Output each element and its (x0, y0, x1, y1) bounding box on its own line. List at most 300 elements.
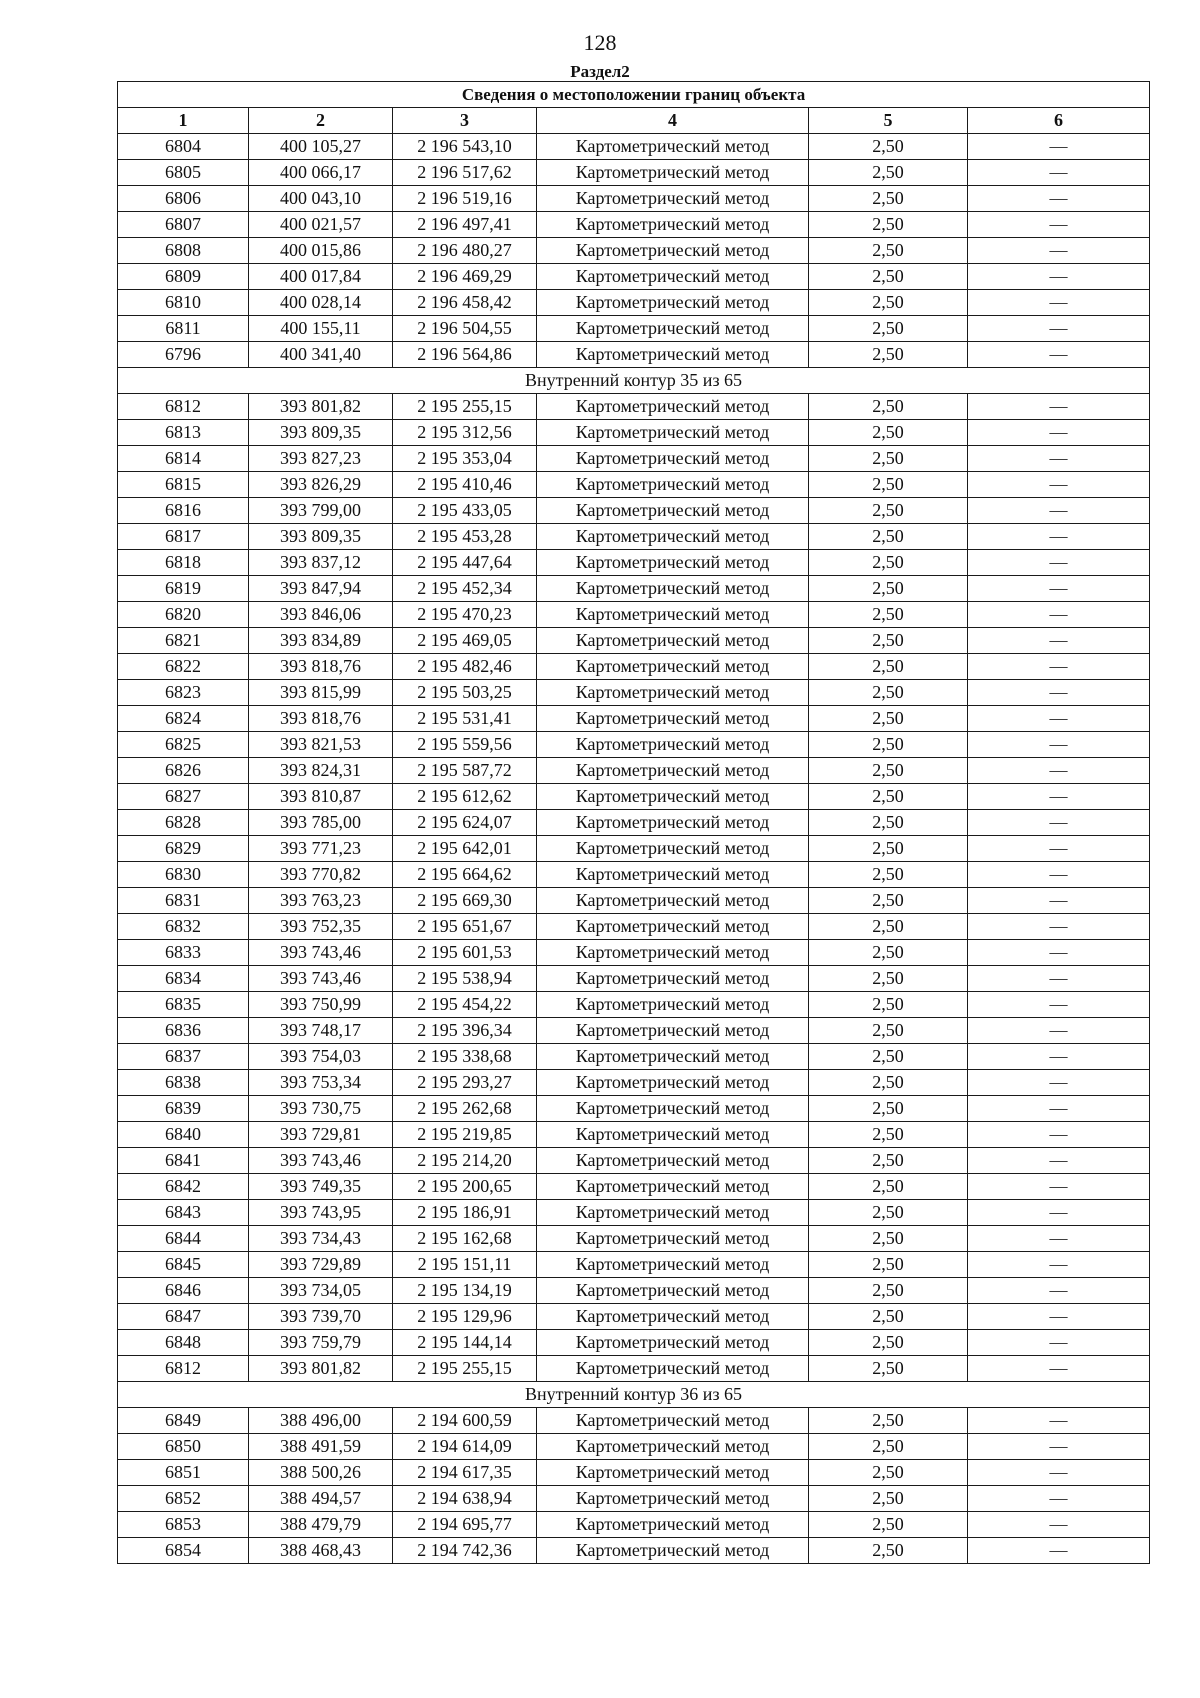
method-cell: Картометрический метод (537, 1512, 809, 1538)
description-cell: — (968, 810, 1150, 836)
y-coordinate-cell: 2 196 564,86 (393, 342, 537, 368)
description-cell: — (968, 1148, 1150, 1174)
x-coordinate-cell: 393 801,82 (249, 1356, 393, 1382)
table-row (118, 524, 1150, 550)
x-coordinate-cell: 393 771,23 (249, 836, 393, 862)
accuracy-cell: 2,50 (809, 1200, 968, 1226)
accuracy-cell: 2,50 (809, 1356, 968, 1382)
accuracy-cell: 2,50 (809, 1460, 968, 1486)
description-cell: — (968, 238, 1150, 264)
description-cell: — (968, 1512, 1150, 1538)
description-cell: — (968, 290, 1150, 316)
y-coordinate-cell: 2 195 353,04 (393, 446, 537, 472)
point-number-cell: 6810 (118, 290, 249, 316)
point-number-cell: 6851 (118, 1460, 249, 1486)
accuracy-cell: 2,50 (809, 1174, 968, 1200)
description-cell: — (968, 524, 1150, 550)
description-cell: — (968, 602, 1150, 628)
x-coordinate-cell: 393 770,82 (249, 862, 393, 888)
x-coordinate-cell: 393 834,89 (249, 628, 393, 654)
table-row (118, 290, 1150, 316)
method-cell: Картометрический метод (537, 1538, 809, 1564)
description-cell: — (968, 680, 1150, 706)
method-cell: Картометрический метод (537, 1122, 809, 1148)
method-cell: Картометрический метод (537, 888, 809, 914)
table-row (118, 914, 1150, 940)
x-coordinate-cell: 400 155,11 (249, 316, 393, 342)
description-cell: — (968, 836, 1150, 862)
description-cell: — (968, 1408, 1150, 1434)
accuracy-cell: 2,50 (809, 420, 968, 446)
accuracy-cell: 2,50 (809, 316, 968, 342)
table-row (118, 836, 1150, 862)
method-cell: Картометрический метод (537, 836, 809, 862)
accuracy-cell: 2,50 (809, 940, 968, 966)
description-cell: — (968, 1486, 1150, 1512)
method-cell: Картометрический метод (537, 238, 809, 264)
accuracy-cell: 2,50 (809, 784, 968, 810)
y-coordinate-cell: 2 195 664,62 (393, 862, 537, 888)
table-row (118, 1226, 1150, 1252)
y-coordinate-cell: 2 195 503,25 (393, 680, 537, 706)
accuracy-cell: 2,50 (809, 264, 968, 290)
table-row (118, 134, 1150, 160)
method-cell: Картометрический метод (537, 472, 809, 498)
point-number-cell: 6827 (118, 784, 249, 810)
y-coordinate-cell: 2 194 617,35 (393, 1460, 537, 1486)
y-coordinate-cell: 2 195 601,53 (393, 940, 537, 966)
y-coordinate-cell: 2 195 469,05 (393, 628, 537, 654)
point-number-cell: 6820 (118, 602, 249, 628)
description-cell: — (968, 1044, 1150, 1070)
method-cell: Картометрический метод (537, 524, 809, 550)
table-row (118, 420, 1150, 446)
y-coordinate-cell: 2 195 219,85 (393, 1122, 537, 1148)
x-coordinate-cell: 388 496,00 (249, 1408, 393, 1434)
accuracy-cell: 2,50 (809, 186, 968, 212)
accuracy-cell: 2,50 (809, 1408, 968, 1434)
x-coordinate-cell: 393 809,35 (249, 524, 393, 550)
y-coordinate-cell: 2 195 134,19 (393, 1278, 537, 1304)
point-number-cell: 6844 (118, 1226, 249, 1252)
point-number-cell: 6830 (118, 862, 249, 888)
description-cell: — (968, 1278, 1150, 1304)
point-number-cell: 6815 (118, 472, 249, 498)
description-cell: — (968, 316, 1150, 342)
description-cell: — (968, 966, 1150, 992)
x-coordinate-cell: 393 837,12 (249, 550, 393, 576)
description-cell: — (968, 1460, 1150, 1486)
description-cell: — (968, 394, 1150, 420)
table-row (118, 1304, 1150, 1330)
point-number-cell: 6822 (118, 654, 249, 680)
table-row (118, 862, 1150, 888)
x-coordinate-cell: 393 730,75 (249, 1096, 393, 1122)
point-number-cell: 6839 (118, 1096, 249, 1122)
accuracy-cell: 2,50 (809, 1434, 968, 1460)
point-number-cell: 6808 (118, 238, 249, 264)
accuracy-cell: 2,50 (809, 342, 968, 368)
description-cell: — (968, 1226, 1150, 1252)
x-coordinate-cell: 393 734,43 (249, 1226, 393, 1252)
description-cell: — (968, 1070, 1150, 1096)
point-number-cell: 6817 (118, 524, 249, 550)
table-row (118, 1018, 1150, 1044)
y-coordinate-cell: 2 195 651,67 (393, 914, 537, 940)
method-cell: Картометрический метод (537, 602, 809, 628)
point-number-cell: 6849 (118, 1408, 249, 1434)
method-cell: Картометрический метод (537, 394, 809, 420)
y-coordinate-cell: 2 195 214,20 (393, 1148, 537, 1174)
table-row (118, 446, 1150, 472)
x-coordinate-cell: 393 753,34 (249, 1070, 393, 1096)
method-cell: Картометрический метод (537, 264, 809, 290)
description-cell: — (968, 264, 1150, 290)
accuracy-cell: 2,50 (809, 1252, 968, 1278)
accuracy-cell: 2,50 (809, 914, 968, 940)
y-coordinate-cell: 2 195 312,56 (393, 420, 537, 446)
point-number-cell: 6852 (118, 1486, 249, 1512)
method-cell: Картометрический метод (537, 628, 809, 654)
column-header: 2 (249, 108, 393, 134)
description-cell: — (968, 186, 1150, 212)
description-cell: — (968, 134, 1150, 160)
point-number-cell: 6826 (118, 758, 249, 784)
x-coordinate-cell: 388 468,43 (249, 1538, 393, 1564)
point-number-cell: 6806 (118, 186, 249, 212)
y-coordinate-cell: 2 195 531,41 (393, 706, 537, 732)
y-coordinate-cell: 2 195 538,94 (393, 966, 537, 992)
x-coordinate-cell: 393 818,76 (249, 654, 393, 680)
x-coordinate-cell: 400 066,17 (249, 160, 393, 186)
method-cell: Картометрический метод (537, 732, 809, 758)
x-coordinate-cell: 393 729,81 (249, 1122, 393, 1148)
accuracy-cell: 2,50 (809, 238, 968, 264)
y-coordinate-cell: 2 195 612,62 (393, 784, 537, 810)
description-cell: — (968, 1434, 1150, 1460)
x-coordinate-cell: 393 826,29 (249, 472, 393, 498)
page-number: 128 (583, 30, 617, 55)
point-number-cell: 6824 (118, 706, 249, 732)
method-cell: Картометрический метод (537, 1070, 809, 1096)
description-cell: — (968, 940, 1150, 966)
point-number-cell: 6812 (118, 394, 249, 420)
contour-section-row (118, 368, 1150, 394)
description-cell: — (968, 1538, 1150, 1564)
y-coordinate-cell: 2 195 396,34 (393, 1018, 537, 1044)
accuracy-cell: 2,50 (809, 758, 968, 784)
table-row (118, 784, 1150, 810)
table-row (118, 680, 1150, 706)
table-row (118, 758, 1150, 784)
accuracy-cell: 2,50 (809, 1148, 968, 1174)
x-coordinate-cell: 393 763,23 (249, 888, 393, 914)
y-coordinate-cell: 2 194 600,59 (393, 1408, 537, 1434)
accuracy-cell: 2,50 (809, 602, 968, 628)
method-cell: Картометрический метод (537, 914, 809, 940)
accuracy-cell: 2,50 (809, 966, 968, 992)
x-coordinate-cell: 393 743,46 (249, 1148, 393, 1174)
x-coordinate-cell: 393 734,05 (249, 1278, 393, 1304)
method-cell: Картометрический метод (537, 1044, 809, 1070)
description-cell: — (968, 732, 1150, 758)
method-cell: Картометрический метод (537, 758, 809, 784)
method-cell: Картометрический метод (537, 1278, 809, 1304)
description-cell: — (968, 420, 1150, 446)
method-cell: Картометрический метод (537, 576, 809, 602)
description-cell: — (968, 1096, 1150, 1122)
table-row (118, 732, 1150, 758)
accuracy-cell: 2,50 (809, 1122, 968, 1148)
table-row (118, 212, 1150, 238)
section-title: Раздел2 (570, 62, 630, 81)
accuracy-cell: 2,50 (809, 836, 968, 862)
description-cell: — (968, 160, 1150, 186)
point-number-cell: 6853 (118, 1512, 249, 1538)
table-row (118, 186, 1150, 212)
y-coordinate-cell: 2 194 638,94 (393, 1486, 537, 1512)
point-number-cell: 6854 (118, 1538, 249, 1564)
point-number-cell: 6843 (118, 1200, 249, 1226)
point-number-cell: 6831 (118, 888, 249, 914)
y-coordinate-cell: 2 195 262,68 (393, 1096, 537, 1122)
method-cell: Картометрический метод (537, 316, 809, 342)
method-cell: Картометрический метод (537, 1356, 809, 1382)
table-row (118, 1148, 1150, 1174)
x-coordinate-cell: 393 743,46 (249, 940, 393, 966)
method-cell: Картометрический метод (537, 212, 809, 238)
point-number-cell: 6835 (118, 992, 249, 1018)
point-number-cell: 6836 (118, 1018, 249, 1044)
accuracy-cell: 2,50 (809, 732, 968, 758)
accuracy-cell: 2,50 (809, 1486, 968, 1512)
x-coordinate-cell: 400 341,40 (249, 342, 393, 368)
description-cell: — (968, 1252, 1150, 1278)
y-coordinate-cell: 2 195 624,07 (393, 810, 537, 836)
table-row (118, 160, 1150, 186)
y-coordinate-cell: 2 195 186,91 (393, 1200, 537, 1226)
method-cell: Картометрический метод (537, 1330, 809, 1356)
method-cell: Картометрический метод (537, 1252, 809, 1278)
x-coordinate-cell: 400 028,14 (249, 290, 393, 316)
x-coordinate-cell: 393 748,17 (249, 1018, 393, 1044)
x-coordinate-cell: 393 818,76 (249, 706, 393, 732)
accuracy-cell: 2,50 (809, 524, 968, 550)
y-coordinate-cell: 2 194 614,09 (393, 1434, 537, 1460)
point-number-cell: 6811 (118, 316, 249, 342)
description-cell: — (968, 212, 1150, 238)
table-row (118, 1044, 1150, 1070)
x-coordinate-cell: 393 752,35 (249, 914, 393, 940)
y-coordinate-cell: 2 195 453,28 (393, 524, 537, 550)
x-coordinate-cell: 393 846,06 (249, 602, 393, 628)
table-caption-row (118, 82, 1150, 108)
point-number-cell: 6829 (118, 836, 249, 862)
table-row (118, 1174, 1150, 1200)
table-row (118, 654, 1150, 680)
description-cell: — (968, 1200, 1150, 1226)
table-row (118, 316, 1150, 342)
x-coordinate-cell: 400 105,27 (249, 134, 393, 160)
contour-section-row (118, 1382, 1150, 1408)
description-cell: — (968, 1304, 1150, 1330)
x-coordinate-cell: 393 827,23 (249, 446, 393, 472)
y-coordinate-cell: 2 195 151,11 (393, 1252, 537, 1278)
point-number-cell: 6821 (118, 628, 249, 654)
method-cell: Картометрический метод (537, 1408, 809, 1434)
method-cell: Картометрический метод (537, 680, 809, 706)
point-number-cell: 6841 (118, 1148, 249, 1174)
y-coordinate-cell: 2 195 482,46 (393, 654, 537, 680)
column-header: 3 (393, 108, 537, 134)
description-cell: — (968, 654, 1150, 680)
method-cell: Картометрический метод (537, 1486, 809, 1512)
accuracy-cell: 2,50 (809, 1304, 968, 1330)
accuracy-cell: 2,50 (809, 134, 968, 160)
accuracy-cell: 2,50 (809, 576, 968, 602)
description-cell: — (968, 914, 1150, 940)
x-coordinate-cell: 400 043,10 (249, 186, 393, 212)
y-coordinate-cell: 2 196 543,10 (393, 134, 537, 160)
method-cell: Картометрический метод (537, 1096, 809, 1122)
y-coordinate-cell: 2 196 497,41 (393, 212, 537, 238)
description-cell: — (968, 784, 1150, 810)
x-coordinate-cell: 388 500,26 (249, 1460, 393, 1486)
method-cell: Картометрический метод (537, 290, 809, 316)
y-coordinate-cell: 2 195 144,14 (393, 1330, 537, 1356)
x-coordinate-cell: 393 824,31 (249, 758, 393, 784)
method-cell: Картометрический метод (537, 160, 809, 186)
y-coordinate-cell: 2 195 433,05 (393, 498, 537, 524)
y-coordinate-cell: 2 195 255,15 (393, 1356, 537, 1382)
table-row (118, 628, 1150, 654)
accuracy-cell: 2,50 (809, 706, 968, 732)
description-cell: — (968, 888, 1150, 914)
accuracy-cell: 2,50 (809, 212, 968, 238)
point-number-cell: 6807 (118, 212, 249, 238)
x-coordinate-cell: 393 809,35 (249, 420, 393, 446)
point-number-cell: 6847 (118, 1304, 249, 1330)
table-row (118, 810, 1150, 836)
accuracy-cell: 2,50 (809, 1330, 968, 1356)
point-number-cell: 6828 (118, 810, 249, 836)
table-row (118, 940, 1150, 966)
accuracy-cell: 2,50 (809, 290, 968, 316)
description-cell: — (968, 758, 1150, 784)
method-cell: Картометрический метод (537, 134, 809, 160)
point-number-cell: 6804 (118, 134, 249, 160)
accuracy-cell: 2,50 (809, 628, 968, 654)
table-row (118, 1486, 1150, 1512)
table-row (118, 576, 1150, 602)
method-cell: Картометрический метод (537, 1226, 809, 1252)
y-coordinate-cell: 2 195 255,15 (393, 394, 537, 420)
table-row (118, 1252, 1150, 1278)
description-cell: — (968, 706, 1150, 732)
table-body (118, 134, 1150, 1564)
point-number-cell: 6838 (118, 1070, 249, 1096)
point-number-cell: 6845 (118, 1252, 249, 1278)
method-cell: Картометрический метод (537, 810, 809, 836)
point-number-cell: 6819 (118, 576, 249, 602)
table-row (118, 342, 1150, 368)
accuracy-cell: 2,50 (809, 394, 968, 420)
y-coordinate-cell: 2 195 587,72 (393, 758, 537, 784)
table-row (118, 550, 1150, 576)
y-coordinate-cell: 2 195 293,27 (393, 1070, 537, 1096)
y-coordinate-cell: 2 196 504,55 (393, 316, 537, 342)
point-number-cell: 6814 (118, 446, 249, 472)
point-number-cell: 6846 (118, 1278, 249, 1304)
table-row (118, 888, 1150, 914)
method-cell: Картометрический метод (537, 1174, 809, 1200)
x-coordinate-cell: 393 743,46 (249, 966, 393, 992)
table-header-row (118, 108, 1150, 134)
x-coordinate-cell: 393 785,00 (249, 810, 393, 836)
point-number-cell: 6825 (118, 732, 249, 758)
method-cell: Картометрический метод (537, 784, 809, 810)
table-row (118, 1096, 1150, 1122)
point-number-cell: 6832 (118, 914, 249, 940)
y-coordinate-cell: 2 194 695,77 (393, 1512, 537, 1538)
method-cell: Картометрический метод (537, 1200, 809, 1226)
method-cell: Картометрический метод (537, 1148, 809, 1174)
description-cell: — (968, 992, 1150, 1018)
contour-section-label: Внутренний контур 35 из 65 (118, 368, 1150, 394)
method-cell: Картометрический метод (537, 1460, 809, 1486)
y-coordinate-cell: 2 195 338,68 (393, 1044, 537, 1070)
column-header: 1 (118, 108, 249, 134)
table-row (118, 264, 1150, 290)
y-coordinate-cell: 2 195 642,01 (393, 836, 537, 862)
y-coordinate-cell: 2 194 742,36 (393, 1538, 537, 1564)
table-row (118, 1122, 1150, 1148)
point-number-cell: 6818 (118, 550, 249, 576)
point-number-cell: 6796 (118, 342, 249, 368)
table-row (118, 1460, 1150, 1486)
x-coordinate-cell: 393 821,53 (249, 732, 393, 758)
x-coordinate-cell: 393 815,99 (249, 680, 393, 706)
point-number-cell: 6823 (118, 680, 249, 706)
point-number-cell: 6840 (118, 1122, 249, 1148)
y-coordinate-cell: 2 195 669,30 (393, 888, 537, 914)
y-coordinate-cell: 2 195 410,46 (393, 472, 537, 498)
method-cell: Картометрический метод (537, 992, 809, 1018)
x-coordinate-cell: 388 494,57 (249, 1486, 393, 1512)
table-row (118, 992, 1150, 1018)
table-row (118, 1434, 1150, 1460)
method-cell: Картометрический метод (537, 862, 809, 888)
method-cell: Картометрический метод (537, 550, 809, 576)
boundary-coordinates-table (117, 81, 1150, 1564)
table-row (118, 238, 1150, 264)
accuracy-cell: 2,50 (809, 888, 968, 914)
method-cell: Картометрический метод (537, 446, 809, 472)
x-coordinate-cell: 393 847,94 (249, 576, 393, 602)
description-cell: — (968, 1356, 1150, 1382)
accuracy-cell: 2,50 (809, 472, 968, 498)
table-row (118, 1538, 1150, 1564)
y-coordinate-cell: 2 195 470,23 (393, 602, 537, 628)
method-cell: Картометрический метод (537, 498, 809, 524)
description-cell: — (968, 446, 1150, 472)
point-number-cell: 6848 (118, 1330, 249, 1356)
x-coordinate-cell: 393 743,95 (249, 1200, 393, 1226)
accuracy-cell: 2,50 (809, 446, 968, 472)
column-header: 5 (809, 108, 968, 134)
point-number-cell: 6805 (118, 160, 249, 186)
y-coordinate-cell: 2 196 517,62 (393, 160, 537, 186)
